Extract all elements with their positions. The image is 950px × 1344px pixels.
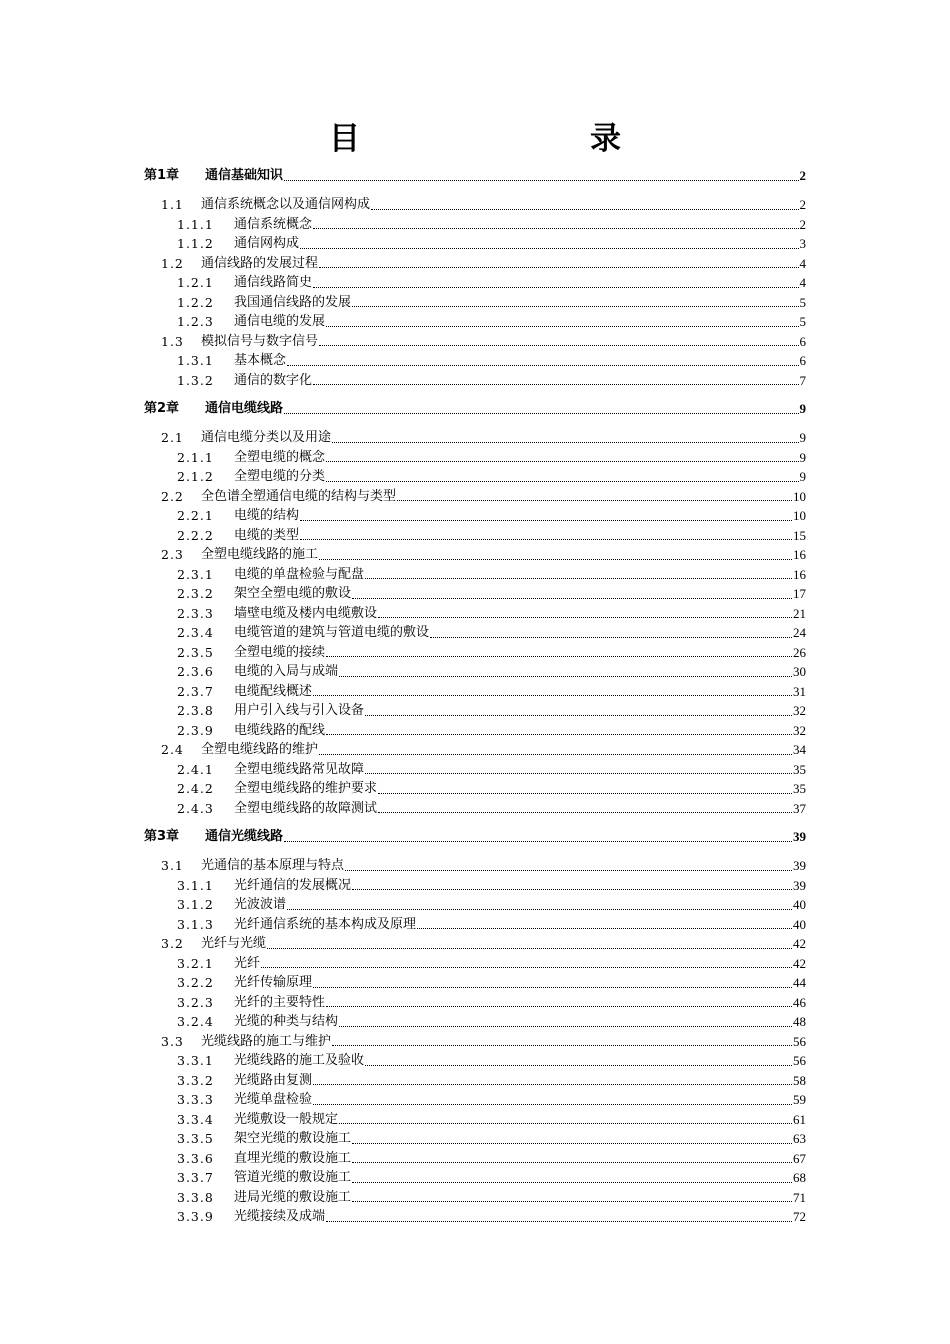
dot-leader <box>365 773 792 774</box>
dot-leader <box>300 248 798 249</box>
toc-page-number: 9 <box>799 401 806 416</box>
toc-section-entry[interactable] <box>144 934 806 954</box>
toc-subsection-entry[interactable] <box>144 1129 806 1149</box>
toc-entry-number: 1.3 <box>161 333 184 349</box>
toc-page-number: 10 <box>793 488 806 504</box>
toc-entry-number: 2.3.7 <box>177 683 214 699</box>
toc-page-number: 40 <box>793 916 806 932</box>
toc-subsection-entry[interactable] <box>144 1207 806 1227</box>
toc-page-number: 48 <box>793 1014 806 1029</box>
toc-entry-number: 2.3.6 <box>177 664 214 679</box>
toc-entry-title: 全塑电缆的接续 <box>234 644 326 660</box>
toc-entry-title: 全塑电缆线路常见故障 <box>234 761 365 777</box>
toc-entry-title: 光缆路由复测 <box>234 1072 313 1088</box>
toc-entry-title: 全色谱全塑通信电缆的结构与类型 <box>201 488 397 504</box>
toc-page-number: 21 <box>793 605 806 621</box>
toc-entry-number: 1.1 <box>161 197 184 212</box>
toc-page-number: 37 <box>793 800 806 816</box>
dot-leader <box>287 365 798 366</box>
toc-page-number: 46 <box>793 994 806 1010</box>
dot-leader <box>326 656 792 657</box>
toc-subsection-entry[interactable] <box>144 1110 806 1130</box>
toc-entry-number: 1.3.1 <box>177 353 214 368</box>
toc-entry-title: 通信的数字化 <box>234 372 313 388</box>
dot-leader <box>313 228 798 229</box>
dot-leader <box>326 1221 792 1222</box>
toc-subsection-entry[interactable] <box>144 701 806 721</box>
toc-subsection-entry[interactable] <box>144 721 806 741</box>
toc-page-number: 26 <box>793 644 806 660</box>
toc-page-number: 15 <box>793 527 806 543</box>
toc-section-entry[interactable] <box>144 545 806 565</box>
toc-entry-title: 架空光缆的敷设施工 <box>234 1131 352 1146</box>
toc-page-number: 39 <box>793 877 806 893</box>
dot-leader <box>430 637 792 638</box>
toc-page-number: 2 <box>799 197 806 212</box>
toc-page-number: 10 <box>793 508 806 523</box>
toc-subsection-entry[interactable] <box>144 1188 806 1208</box>
dot-leader <box>352 1182 792 1183</box>
toc-subsection-entry[interactable] <box>144 448 806 468</box>
toc-subsection-entry[interactable] <box>144 799 806 819</box>
toc-entry-number: 3.3.6 <box>177 1150 214 1166</box>
toc-entry-title: 电缆的入局与成端 <box>234 664 339 679</box>
toc-subsection-entry[interactable] <box>144 915 806 935</box>
toc-entry-title: 通信光缆线路 <box>205 829 284 844</box>
dot-leader <box>261 967 792 968</box>
toc-section-entry[interactable] <box>144 740 806 760</box>
toc-entry-title: 直埋光缆的敷设施工 <box>234 1150 352 1166</box>
toc-entry-number: 3.3.2 <box>177 1072 214 1088</box>
toc-section-entry[interactable] <box>144 254 806 274</box>
toc-entry-number: 3.3.8 <box>177 1189 214 1205</box>
toc-page-number: 4 <box>799 255 806 271</box>
toc-page-number: 56 <box>793 1053 806 1068</box>
toc-page-number: 59 <box>793 1092 806 1107</box>
toc-entry-number: 3.3.4 <box>177 1111 214 1127</box>
toc-page-number: 2 <box>799 168 806 183</box>
toc-entry-number: 1.3.2 <box>177 372 214 388</box>
toc-entry-title: 全塑电缆的分类 <box>234 469 326 484</box>
toc-page-number: 3 <box>799 236 806 251</box>
toc-subsection-entry[interactable] <box>144 895 806 915</box>
toc-entry-number: 3.2.2 <box>177 975 214 990</box>
toc-entry-title: 全塑电缆线路的维护 <box>201 742 319 757</box>
toc-page-number: 39 <box>793 829 806 844</box>
dot-leader <box>300 520 792 521</box>
toc-subsection-entry[interactable] <box>144 993 806 1013</box>
toc-chapter-entry[interactable] <box>144 399 806 419</box>
toc-entry-title: 电缆配线概述 <box>234 683 313 699</box>
toc-entry-title: 管道光缆的敷设施工 <box>234 1170 352 1185</box>
toc-page-number: 40 <box>793 897 806 912</box>
toc-page-number: 5 <box>799 314 806 329</box>
toc-entry-title: 全塑电缆的概念 <box>234 449 326 465</box>
page-title: 目 录 <box>329 121 677 157</box>
toc-page-number: 72 <box>793 1209 806 1224</box>
toc-entry-number: 2.4 <box>161 742 184 757</box>
dot-leader <box>326 326 798 327</box>
toc-entry-title: 光缆的种类与结构 <box>234 1014 339 1029</box>
toc-entry-title: 光缆线路的施工及验收 <box>234 1053 365 1068</box>
toc-entry-title: 光缆接续及成端 <box>234 1209 326 1224</box>
toc-subsection-entry[interactable] <box>144 662 806 682</box>
toc-entry-number: 3.1 <box>161 858 184 873</box>
toc-entry-title: 光缆敷设一般规定 <box>234 1111 339 1127</box>
dot-leader <box>352 1201 792 1202</box>
toc-entry-number: 2.2.2 <box>177 527 214 543</box>
toc-page-number: 4 <box>799 275 806 290</box>
dot-leader <box>326 481 798 482</box>
toc-subsection-entry[interactable] <box>144 293 806 313</box>
toc-subsection-entry[interactable] <box>144 604 806 624</box>
toc-entry-title: 光纤通信系统的基本构成及原理 <box>234 916 417 932</box>
toc-entry-title: 通信电缆分类以及用途 <box>201 430 332 445</box>
toc-subsection-entry[interactable] <box>144 584 806 604</box>
dot-leader <box>339 676 792 677</box>
toc-entry-number: 2.3.1 <box>177 566 214 582</box>
dot-leader <box>300 539 792 540</box>
toc-subsection-entry[interactable] <box>144 1090 806 1110</box>
toc-entry-number: 3.2 <box>161 936 184 951</box>
toc-entry-number: 2.4.1 <box>177 761 214 777</box>
toc-entry-number: 1.2 <box>161 255 184 271</box>
dot-leader <box>417 928 792 929</box>
toc-entry-number: 3.3.7 <box>177 1170 214 1185</box>
toc-subsection-entry[interactable] <box>144 1051 806 1071</box>
toc-entry-number: 1.2.2 <box>177 294 214 310</box>
toc-page-number: 31 <box>793 683 806 699</box>
toc-entry-number: 3.3.9 <box>177 1209 214 1224</box>
toc-entry-title: 模拟信号与数字信号 <box>201 333 319 349</box>
toc-entry-number: 2.3.2 <box>177 586 214 601</box>
toc-subsection-entry[interactable] <box>144 565 806 585</box>
toc-entry-title: 光纤通信的发展概况 <box>234 877 352 893</box>
toc-page-number: 56 <box>793 1033 806 1049</box>
toc-entry-title: 光通信的基本原理与特点 <box>201 858 345 873</box>
toc-section-entry[interactable] <box>144 856 806 876</box>
toc-entry-title: 通信线路简史 <box>234 275 313 290</box>
toc-entry-title: 电缆线路的配线 <box>234 722 326 738</box>
toc-entry-title: 光缆线路的施工与维护 <box>201 1033 332 1049</box>
toc-page-number: 71 <box>793 1189 806 1205</box>
toc-subsection-entry[interactable] <box>144 973 806 993</box>
dot-leader <box>319 754 792 755</box>
toc-chapter-entry[interactable] <box>144 827 806 847</box>
toc-subsection-entry[interactable] <box>144 234 806 254</box>
toc-page-number: 58 <box>793 1072 806 1088</box>
toc-subsection-entry[interactable] <box>144 779 806 799</box>
dot-leader <box>345 870 792 871</box>
toc-page-number: 44 <box>793 975 806 990</box>
dot-leader <box>365 715 792 716</box>
toc-page-number: 2 <box>799 216 806 232</box>
dot-leader <box>371 209 798 210</box>
dot-leader <box>365 578 792 579</box>
toc-entry-title: 电缆的类型 <box>234 527 300 543</box>
toc-entry-number: 2.2.1 <box>177 508 214 523</box>
toc-page-number: 9 <box>799 430 806 445</box>
toc-entry-number: 1.1.1 <box>177 216 214 232</box>
toc-entry-title: 光缆单盘检验 <box>234 1092 313 1107</box>
dot-leader <box>284 841 792 842</box>
toc-entry-number: 3.2.4 <box>177 1014 214 1029</box>
toc-entry-number: 2.3 <box>161 547 184 562</box>
toc-entry-number: 2.3.5 <box>177 644 214 660</box>
toc-entry-number: 3.3.3 <box>177 1092 214 1107</box>
dot-leader <box>365 1065 792 1066</box>
dot-leader <box>287 909 792 910</box>
toc-page-number: 63 <box>793 1131 806 1146</box>
dot-leader <box>313 987 792 988</box>
toc-entry-number: 2.2 <box>161 488 184 504</box>
dot-leader <box>352 598 792 599</box>
toc-entry-number: 2.3.4 <box>177 625 214 640</box>
toc-entry-title: 用户引入线与引入设备 <box>234 703 365 718</box>
dot-leader <box>352 1162 792 1163</box>
dot-leader <box>332 442 798 443</box>
toc-entry-number: 3.3.1 <box>177 1053 214 1068</box>
toc-page-number: 42 <box>793 936 806 951</box>
toc-entry-title: 通信网构成 <box>234 236 300 251</box>
toc-page-number: 35 <box>793 781 806 796</box>
dot-leader <box>352 1143 792 1144</box>
dot-leader <box>378 812 792 813</box>
toc-chapter-entry[interactable] <box>144 166 806 186</box>
toc-entry-number: 第3章 <box>144 829 180 844</box>
dot-leader <box>313 1084 792 1085</box>
toc-page-number: 32 <box>793 722 806 738</box>
toc-entry-title: 全塑电缆线路的维护要求 <box>234 781 378 796</box>
dot-leader <box>319 345 798 346</box>
toc-subsection-entry[interactable] <box>144 682 806 702</box>
toc-subsection-entry[interactable] <box>144 312 806 332</box>
dot-leader <box>313 287 798 288</box>
toc-page-number: 9 <box>799 449 806 465</box>
toc-subsection-entry[interactable] <box>144 1012 806 1032</box>
toc-entry-title: 全塑电缆线路的施工 <box>201 547 319 562</box>
toc-entry-title: 通信电缆线路 <box>205 401 284 416</box>
dot-leader <box>319 559 792 560</box>
toc-section-entry[interactable] <box>144 1032 806 1052</box>
dot-leader <box>378 793 792 794</box>
dot-leader <box>284 180 798 181</box>
dot-leader <box>326 734 792 735</box>
toc-entry-title: 电缆管道的建筑与管道电缆的敷设 <box>234 625 430 640</box>
toc-page-number: 6 <box>799 353 806 368</box>
toc-entry-title: 光波波谱 <box>234 897 287 912</box>
toc-page-number: 39 <box>793 858 806 873</box>
toc-entry-number: 1.2.3 <box>177 314 214 329</box>
dot-leader <box>352 306 798 307</box>
toc-page-number: 7 <box>799 372 806 388</box>
dot-leader <box>339 1123 792 1124</box>
toc-subsection-entry[interactable] <box>144 351 806 371</box>
toc-entry-number: 2.1.1 <box>177 449 214 465</box>
toc-subsection-entry[interactable] <box>144 1071 806 1091</box>
toc-subsection-entry[interactable] <box>144 954 806 974</box>
toc-section-entry[interactable] <box>144 195 806 215</box>
toc-entry-title: 通信电缆的发展 <box>234 314 326 329</box>
toc-page-number: 34 <box>793 742 806 757</box>
dot-leader <box>319 267 798 268</box>
dot-leader <box>313 695 792 696</box>
dot-leader <box>378 617 792 618</box>
toc-subsection-entry[interactable] <box>144 760 806 780</box>
toc-subsection-entry[interactable] <box>144 467 806 487</box>
toc-entry-title: 电缆的单盘检验与配盘 <box>234 566 365 582</box>
toc-page-number: 35 <box>793 761 806 777</box>
toc-entry-title: 基本概念 <box>234 353 287 368</box>
dot-leader <box>339 1026 792 1027</box>
toc-entry-title: 我国通信线路的发展 <box>234 294 352 310</box>
toc-entry-number: 2.3.3 <box>177 605 214 621</box>
toc-page-number: 6 <box>799 333 806 349</box>
toc-entry-number: 第1章 <box>144 168 180 183</box>
toc-entry-title: 通信线路的发展过程 <box>201 255 319 271</box>
toc-entry-number: 第2章 <box>144 401 180 416</box>
toc-subsection-entry[interactable] <box>144 215 806 235</box>
dot-leader <box>313 384 798 385</box>
dot-leader <box>352 889 792 890</box>
toc-page-number: 32 <box>793 703 806 718</box>
dot-leader <box>313 1104 792 1105</box>
toc-entry-number: 2.3.9 <box>177 722 214 738</box>
toc-page-number: 24 <box>793 625 806 640</box>
dot-leader <box>326 1006 792 1007</box>
toc-entry-title: 光纤 <box>234 955 261 971</box>
toc-entry-number: 3.1.2 <box>177 897 214 912</box>
toc-entry-title: 光纤传输原理 <box>234 975 313 990</box>
toc-page-number: 67 <box>793 1150 806 1166</box>
toc-entry-number: 3.2.3 <box>177 994 214 1010</box>
dot-leader <box>284 413 798 414</box>
toc-page-number: 17 <box>793 586 806 601</box>
toc-entry-title: 电缆的结构 <box>234 508 300 523</box>
table-of-contents <box>144 166 806 1227</box>
toc-entry-title: 进局光缆的敷设施工 <box>234 1189 352 1205</box>
toc-entry-title: 架空全塑电缆的敷设 <box>234 586 352 601</box>
toc-entry-title: 光纤与光缆 <box>201 936 267 951</box>
toc-subsection-entry[interactable] <box>144 526 806 546</box>
toc-section-entry[interactable] <box>144 428 806 448</box>
toc-page-number: 61 <box>793 1111 806 1127</box>
toc-entry-number: 2.4.3 <box>177 800 214 816</box>
toc-subsection-entry[interactable] <box>144 1149 806 1169</box>
dot-leader <box>267 948 792 949</box>
toc-page-number: 68 <box>793 1170 806 1185</box>
toc-page-number: 42 <box>793 955 806 971</box>
toc-entry-title: 通信基础知识 <box>205 168 284 183</box>
toc-entry-number: 1.2.1 <box>177 275 214 290</box>
toc-entry-title: 通信系统概念 <box>234 216 313 232</box>
toc-entry-number: 2.1 <box>161 430 184 445</box>
toc-entry-number: 1.1.2 <box>177 236 214 251</box>
toc-page-number: 16 <box>793 566 806 582</box>
toc-entry-number: 3.2.1 <box>177 955 214 971</box>
toc-subsection-entry[interactable] <box>144 876 806 896</box>
toc-entry-number: 3.3.5 <box>177 1131 214 1146</box>
toc-subsection-entry[interactable] <box>144 273 806 293</box>
toc-section-entry[interactable] <box>144 487 806 507</box>
dot-leader <box>397 500 792 501</box>
toc-section-entry[interactable] <box>144 332 806 352</box>
dot-leader <box>332 1045 792 1046</box>
toc-entry-number: 3.1.3 <box>177 916 214 932</box>
toc-entry-title: 墙壁电缆及楼内电缆敷设 <box>234 605 378 621</box>
toc-subsection-entry[interactable] <box>144 1168 806 1188</box>
toc-entry-number: 3.3 <box>161 1033 184 1049</box>
toc-entry-number: 2.1.2 <box>177 469 214 484</box>
toc-entry-number: 2.4.2 <box>177 781 214 796</box>
toc-entry-title: 全塑电缆线路的故障测试 <box>234 800 378 816</box>
toc-entry-number: 2.3.8 <box>177 703 214 718</box>
toc-entry-title: 通信系统概念以及通信网构成 <box>201 197 371 212</box>
toc-page-number: 5 <box>799 294 806 310</box>
toc-subsection-entry[interactable] <box>144 506 806 526</box>
toc-entry-number: 3.1.1 <box>177 877 214 893</box>
toc-page-number: 30 <box>793 664 806 679</box>
toc-subsection-entry[interactable] <box>144 623 806 643</box>
toc-entry-title: 光纤的主要特性 <box>234 994 326 1010</box>
toc-subsection-entry[interactable] <box>144 371 806 391</box>
dot-leader <box>326 461 798 462</box>
toc-page-number: 9 <box>799 469 806 484</box>
toc-page-number: 16 <box>793 547 806 562</box>
toc-subsection-entry[interactable] <box>144 643 806 663</box>
